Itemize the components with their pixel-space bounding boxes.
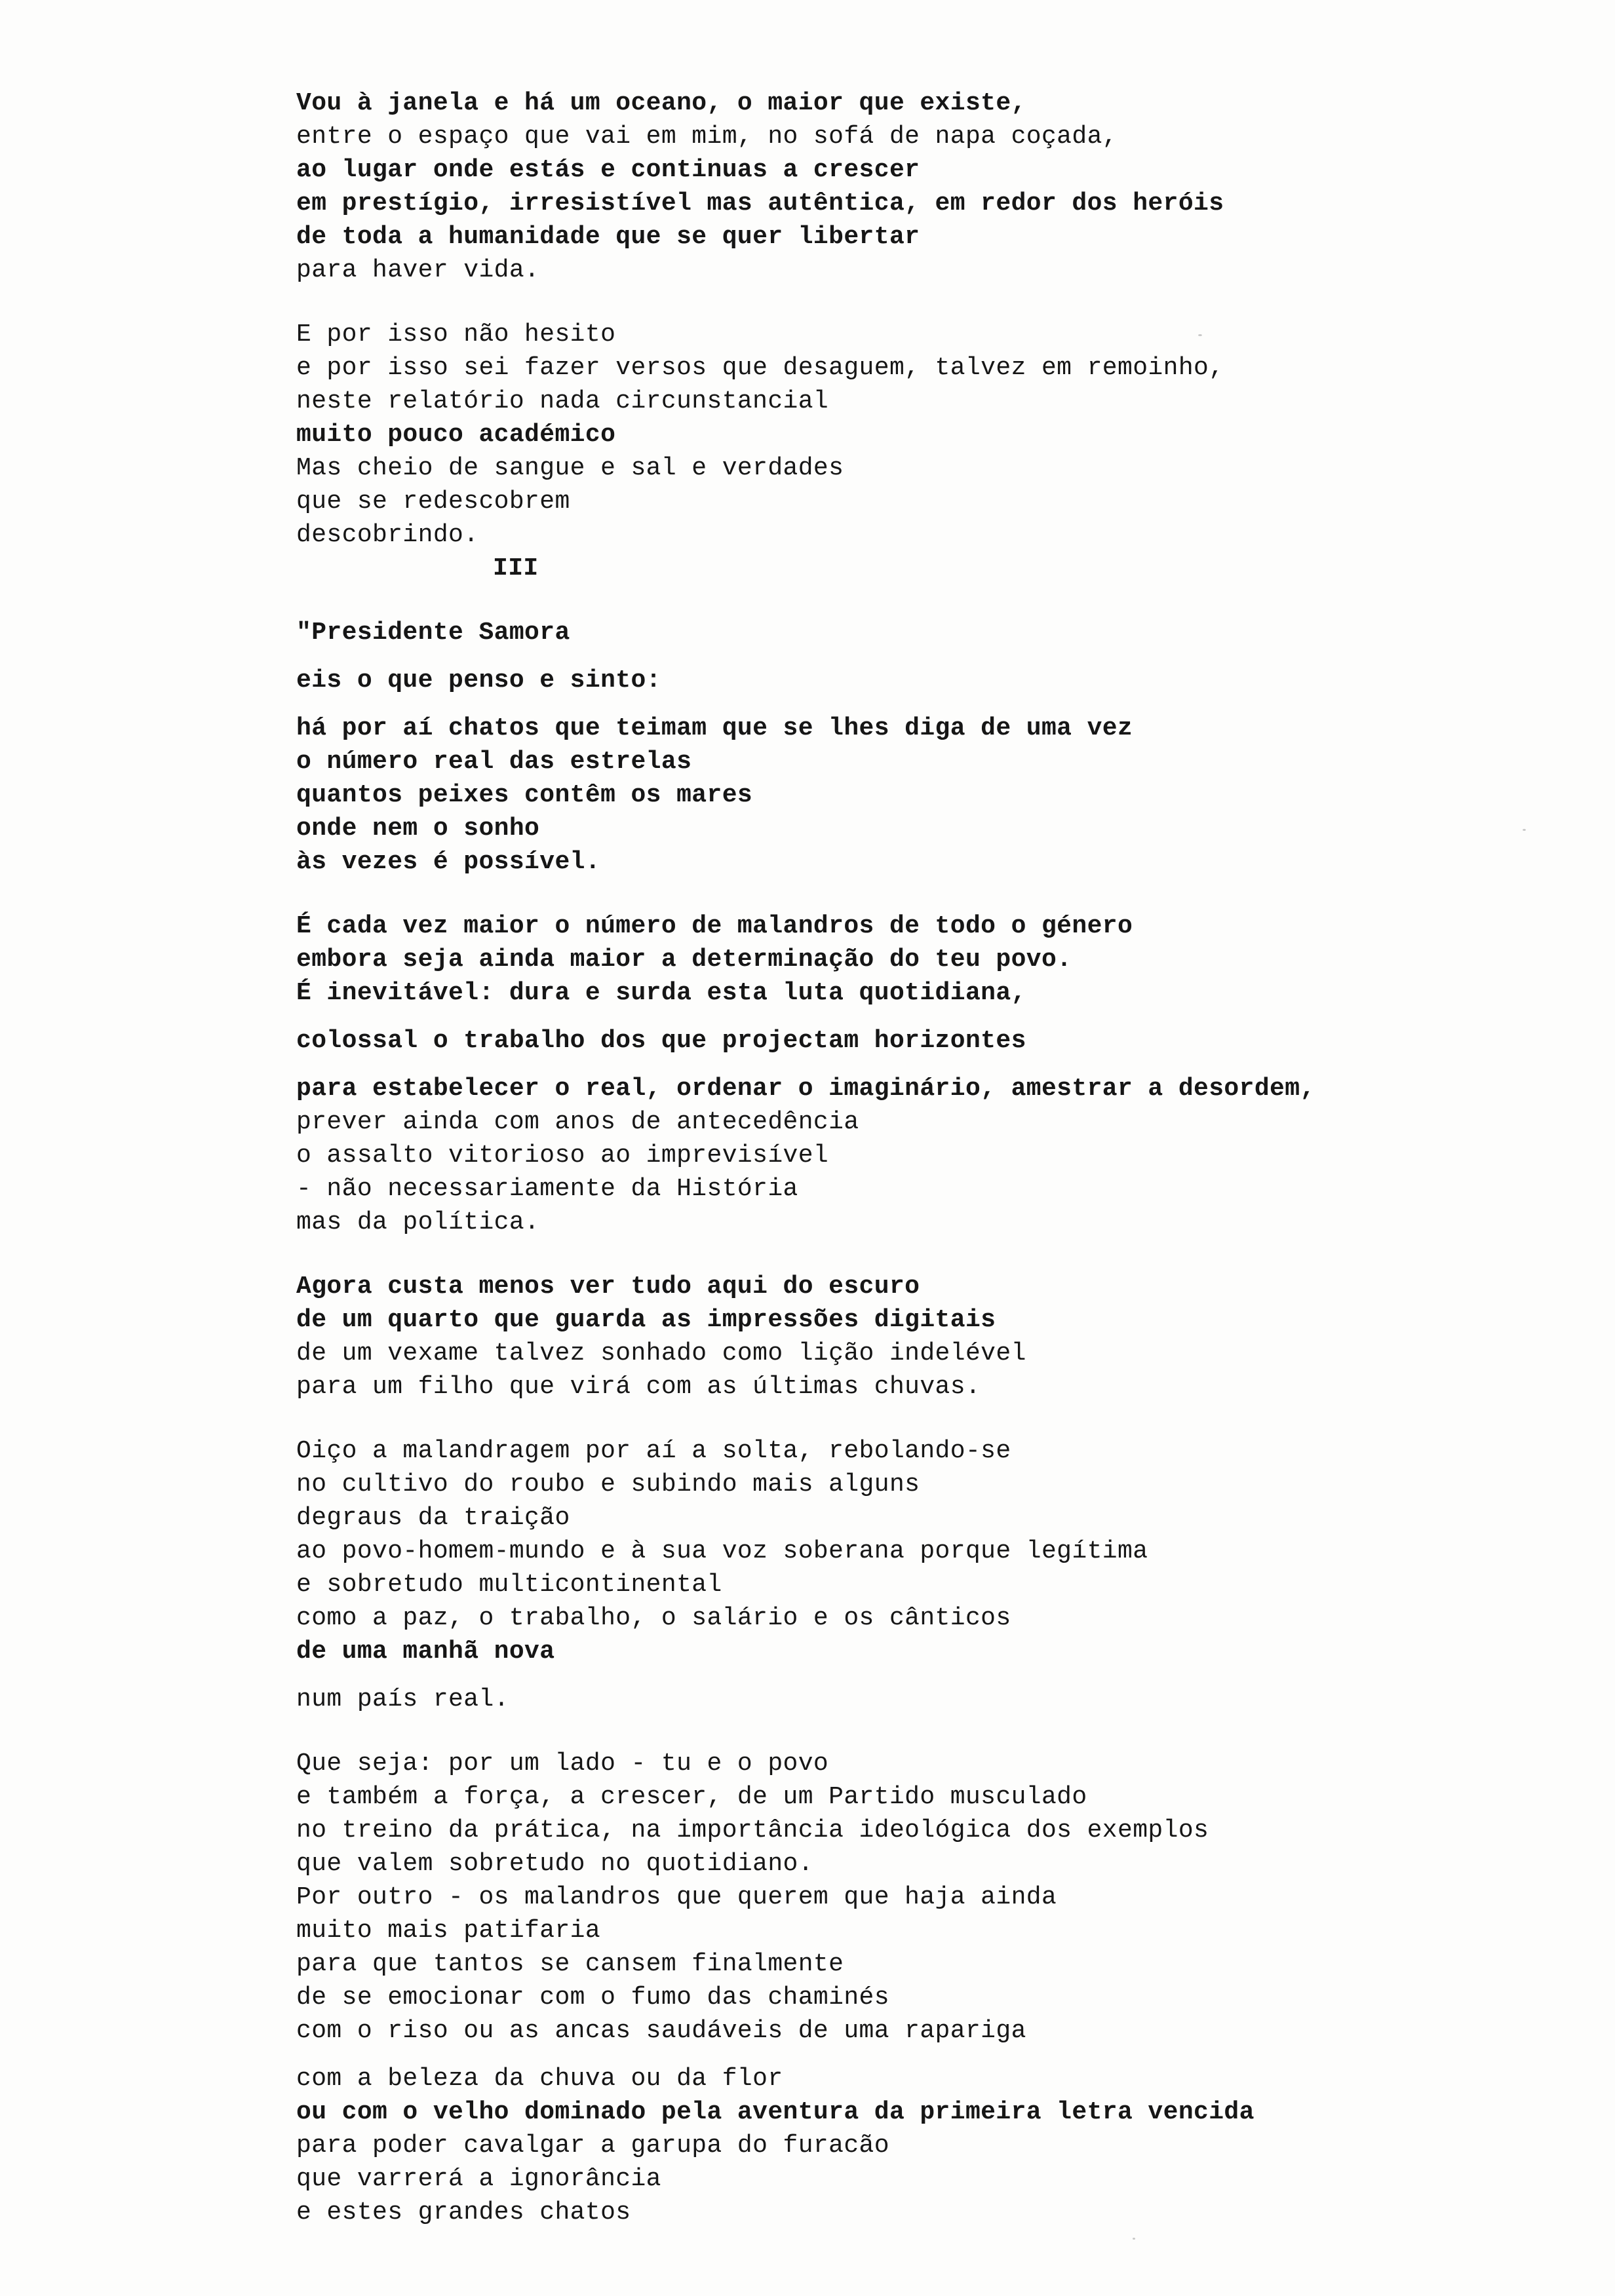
poem-line: degraus da traição	[296, 1504, 570, 1532]
poem-line: há por aí chatos que teimam que se lhes diga de uma vez	[296, 714, 1133, 742]
poem-line: muito pouco académico	[296, 421, 616, 449]
poem-line: "Presidente Samora	[296, 619, 570, 647]
poem-line: mas da política.	[296, 1208, 540, 1236]
poem-line: e também a força, a crescer, de um Partido musculado	[296, 1783, 1087, 1811]
poem-line: e estes grandes chatos	[296, 2198, 631, 2227]
poem-line: e por isso sei fazer versos que desaguem, talvez em remoinho,	[296, 354, 1224, 382]
poem-line: neste relatório nada circunstancial	[296, 387, 829, 415]
poem-line: Agora custa menos ver tudo aqui do escuro	[296, 1272, 920, 1301]
poem-text	[296, 86, 1601, 2229]
poem-line: o número real das estrelas	[296, 748, 692, 776]
poem-line: Vou à janela e há um oceano, o maior que existe,	[296, 89, 1026, 117]
poem-line: de toda a humanidade que se quer libertar	[296, 223, 920, 251]
poem-line: que valem sobretudo no quotidiano.	[296, 1850, 813, 1878]
poem-line: para haver vida.	[296, 256, 540, 284]
poem-line: E por isso não hesito	[296, 320, 616, 349]
poem-line: É cada vez maior o número de malandros de todo o género	[296, 912, 1133, 940]
poem-line: com o riso ou as ancas saudáveis de uma rapariga	[296, 2017, 1026, 2045]
poem-line: em prestígio, irresistível mas autêntica, em redor dos heróis	[296, 189, 1224, 218]
section-number: III	[493, 554, 539, 583]
poem-line: descobrindo.	[296, 521, 479, 549]
poem-line: muito mais patifaria	[296, 1917, 601, 1945]
poem-line: que varrerá a ignorância	[296, 2165, 661, 2193]
poem-line: o assalto vitorioso ao imprevisível	[296, 1141, 829, 1170]
poem-line: num país real.	[296, 1685, 509, 1713]
poem-line: Oiço a malandragem por aí a solta, rebolando-se	[296, 1437, 1011, 1465]
poem-line: Por outro - os malandros que querem que haja ainda	[296, 1883, 1057, 1911]
poem-line: com a beleza da chuva ou da flor	[296, 2065, 783, 2093]
poem-line: embora seja ainda maior a determinação do teu povo.	[296, 946, 1072, 974]
poem-line: ao povo-homem-mundo e à sua voz soberana porque legítima	[296, 1537, 1148, 1565]
poem-line: no treino da prática, na importância ideológica dos exemplos	[296, 1816, 1209, 1845]
poem-line: ou com o velho dominado pela aventura da primeira letra vencida	[296, 2098, 1255, 2126]
poem-line: de uma manhã nova	[296, 1637, 555, 1666]
poem-line: colossal o trabalho dos que projectam horizontes	[296, 1027, 1026, 1055]
poem-line: para poder cavalgar a garupa do furacão	[296, 2132, 889, 2160]
paper-speck	[1133, 2238, 1135, 2240]
poem-line: ao lugar onde estás e continuas a crescer	[296, 156, 920, 184]
poem-line: Que seja: por um lado - tu e o povo	[296, 1750, 829, 1778]
poem-line: que se redescobrem	[296, 488, 570, 516]
poem-line: entre o espaço que vai em mim, no sofá de napa coçada,	[296, 123, 1118, 151]
poem-line: como a paz, o trabalho, o salário e os cânticos	[296, 1604, 1011, 1632]
poem-line: de se emocionar com o fumo das chaminés	[296, 1983, 889, 2012]
poem-line: no cultivo do roubo e subindo mais alguns	[296, 1470, 920, 1499]
poem-line: - não necessariamente da História	[296, 1175, 798, 1203]
poem-line: e sobretudo multicontinental	[296, 1571, 722, 1599]
poem-line: Mas cheio de sangue e sal e verdades	[296, 454, 844, 482]
poem-line: quantos peixes contêm os mares	[296, 781, 753, 809]
poem-line: para estabelecer o real, ordenar o imaginário, amestrar a desordem,	[296, 1075, 1315, 1103]
poem-line: às vezes é possível.	[296, 848, 601, 876]
poem-line: É inevitável: dura e surda esta luta quotidiana,	[296, 979, 1026, 1007]
poem-line: de um quarto que guarda as impressões digitais	[296, 1306, 996, 1334]
poem-line: para um filho que virá com as últimas chuvas.	[296, 1373, 981, 1401]
poem-line: eis o que penso e sinto:	[296, 666, 661, 695]
poem-line: de um vexame talvez sonhado como lição indelével	[296, 1339, 1026, 1368]
poem-line: para que tantos se cansem finalmente	[296, 1950, 844, 1978]
poem-line: prever ainda com anos de antecedência	[296, 1108, 859, 1136]
poem-line: onde nem o sonho	[296, 814, 540, 843]
